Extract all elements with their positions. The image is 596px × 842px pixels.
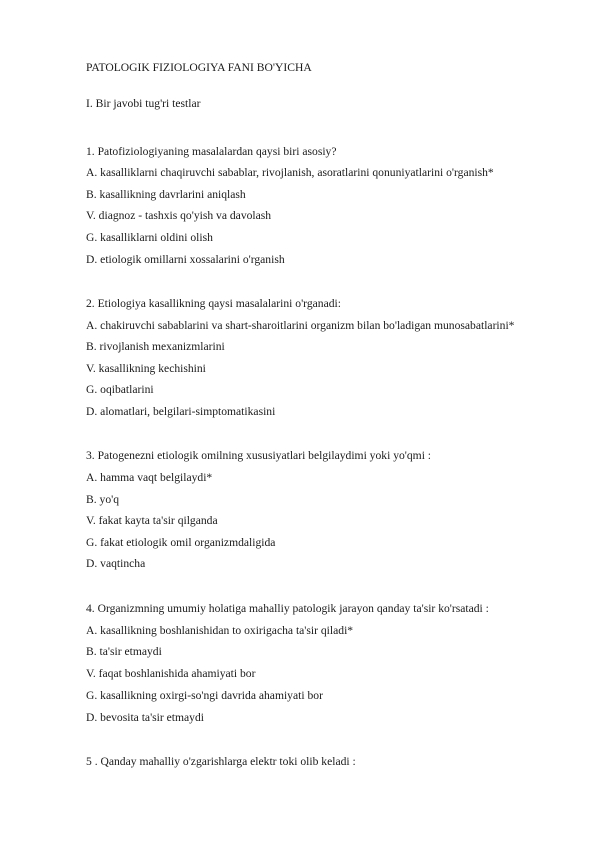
question-2-text: 2. Etiologiya kasallikning qaysi masalalarini o'rganadi:: [86, 297, 341, 310]
question-2-option-b: B. rivojlanish mexanizmlarini: [86, 340, 225, 353]
question-2-option-v: V. kasallikning kechishini: [86, 362, 206, 375]
question-1-option-b: B. kasallikning davrlarini aniqlash: [86, 188, 246, 201]
question-4-option-b: B. ta'sir etmaydi: [86, 645, 162, 658]
question-4-option-d: D. bevosita ta'sir etmaydi: [86, 711, 204, 724]
question-3-option-a: A. hamma vaqt belgilaydi*: [86, 471, 213, 484]
question-2-option-a: A. chakiruvchi sabablarini va shart-sharoitlarini organizm bilan bo'ladigan munosabatlarini*: [86, 319, 515, 332]
question-3-option-v: V. fakat kayta ta'sir qilganda: [86, 514, 218, 527]
question-4-option-a: A. kasallikning boshlanishidan to oxirigacha ta'sir qiladi*: [86, 624, 354, 637]
question-4-option-g: G. kasallikning oxirgi-so'ngi davrida ahamiyati bor: [86, 689, 323, 702]
question-1-option-d: D. etiologik omillarni xossalarini o'rganish: [86, 253, 285, 266]
question-1-option-a: A. kasalliklarni chaqiruvchi sabablar, rivojlanish, asoratlarini qonuniyatlarini o'rganish*: [86, 166, 494, 179]
question-1-option-g: G. kasalliklarni oldini olish: [86, 231, 213, 244]
question-3-text: 3. Patogenezni etiologik omilning xususiyatlari belgilaydimi yoki yo'qmi :: [86, 449, 432, 462]
document-title: PATOLOGIK FIZIOLOGIYA FANI BO'YICHA: [86, 61, 312, 74]
question-1-option-v: V. diagnoz - tashxis qo'yish va davolash: [86, 209, 272, 222]
question-1-text: 1. Patofiziologiyaning masalalardan qaysi biri asosiy?: [86, 145, 337, 158]
question-4-text: 4. Organizmning umumiy holatiga mahalliy patologik jarayon qanday ta'sir ko'rsatadi :: [86, 602, 489, 615]
question-2-option-g: G. oqibatlarini: [86, 383, 154, 396]
question-4-option-v: V. faqat boshlanishida ahamiyati bor: [86, 667, 256, 680]
section-heading: I. Bir javobi tug'ri testlar: [86, 97, 201, 110]
question-3-option-d: D. vaqtincha: [86, 557, 146, 570]
question-2-option-d: D. alomatlari, belgilari-simptomatikasini: [86, 405, 276, 418]
question-3-option-g: G. fakat etiologik omil organizmdaligida: [86, 536, 276, 549]
question-3-option-b: B. yo'q: [86, 493, 120, 506]
question-5-text: 5 . Qanday mahalliy o'zgarishlarga elektr toki olib keladi :: [86, 755, 356, 768]
